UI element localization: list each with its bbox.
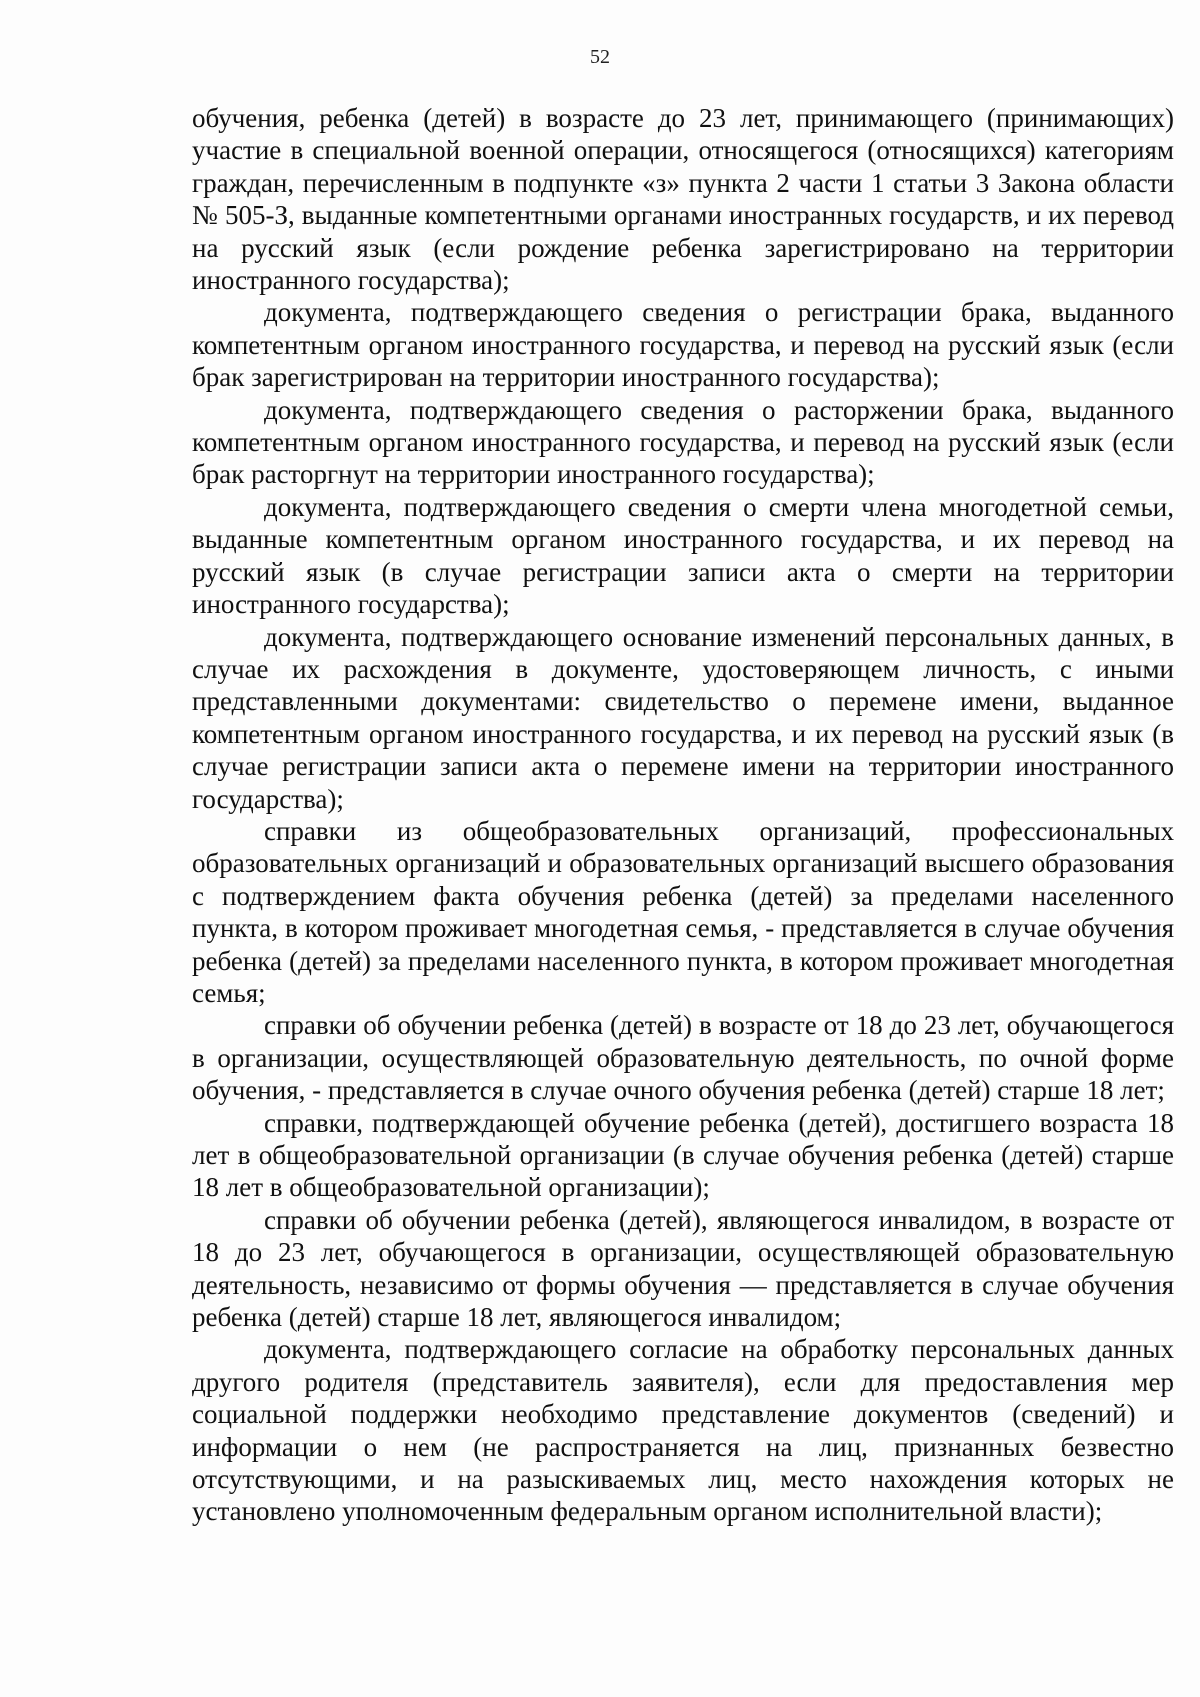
paragraph-divorce: документа, подтверждающего сведения о расторжении брака, выданного компетентным органом иностранного государства, и перевод на русский язык (если брак расторгнут на территории иностранного государства);: [192, 394, 1174, 490]
paragraph-disabled-child-study: справки об обучении ребенка (детей), являющегося инвалидом, в возрасте от 18 до 23 лет, обучающегося в организации, осуществляющей образовательную деятельность, независимо от формы обучения — представляется в случае обучения ребенка (детей) старше 18 лет, являющегося инвалидом;: [192, 1204, 1174, 1333]
paragraph-death: документа, подтверждающего сведения о смерти члена многодетной семьи, выданные компетентным органом иностранного государства, и их перевод на русский язык (в случае регистрации записи акта о смерти на территории иностранного государства);: [192, 491, 1174, 620]
paragraph-name-change: документа, подтверждающего основание изменений персональных данных, в случае их расхождения в документе, удостоверяющем личность, с иными представленными документами: свидетельство о перемене имени, выданное компетентным органом иностранного государства, и их перевод на русский язык (в случае регистрации записи акта о перемене имени на территории иностранного государства);: [192, 621, 1174, 814]
paragraph-general-education: справки, подтверждающей обучение ребенка (детей), достигшего возраста 18 лет в общеобразовательной организации (в случае обучения ребенка (детей) старше 18 лет в общеобразовательной организации);: [192, 1107, 1174, 1203]
paragraph-study-outside-locality: справки из общеобразовательных организаций, профессиональных образовательных организаций и образовательных организаций высшего образования с подтверждением факта обучения ребенка (детей) за пределами населенного пункта, в котором проживает многодетная семья, - представляется в случае обучения ребенка (детей) за пределами населенного пункта, в котором проживает многодетная семья;: [192, 815, 1174, 1008]
paragraph-full-time-study: справки об обучении ребенка (детей) в возрасте от 18 до 23 лет, обучающегося в организации, осуществляющей образовательную деятельность, по очной форме обучения, - представляется в случае очного обучения ребенка (детей) старше 18 лет;: [192, 1010, 1174, 1106]
document-body: [192, 102, 1174, 1528]
page-number: 52: [590, 46, 610, 68]
paragraph-consent-personal-data: документа, подтверждающего согласие на обработку персональных данных другого родителя (представитель заявителя), если для предоставления мер социальной поддержки необходимо представление документов (сведений) и информации о нем (не распространяется на лиц, признанных безвестно отсутствующими, и на разыскиваемых лиц, место нахождения которых не установлено уполномоченным федеральным органом исполнительной власти);: [192, 1334, 1174, 1527]
paragraph-continuation: обучения, ребенка (детей) в возрасте до 23 лет, принимающего (принимающих) участие в специальной военной операции, относящегося (относящихся) категориям граждан, перечисленным в подпункте «з» пункта 2 части 1 статьи 3 Закона области № 505-З, выданные компетентными органами иностранных государств, и их перевод на русский язык (если рождение ребенка зарегистрировано на территории иностранного государства);: [192, 103, 1174, 296]
paragraph-marriage-registration: документа, подтверждающего сведения о регистрации брака, выданного компетентным органом иностранного государства, и перевод на русский язык (если брак зарегистрирован на территории иностранного государства);: [192, 297, 1174, 393]
